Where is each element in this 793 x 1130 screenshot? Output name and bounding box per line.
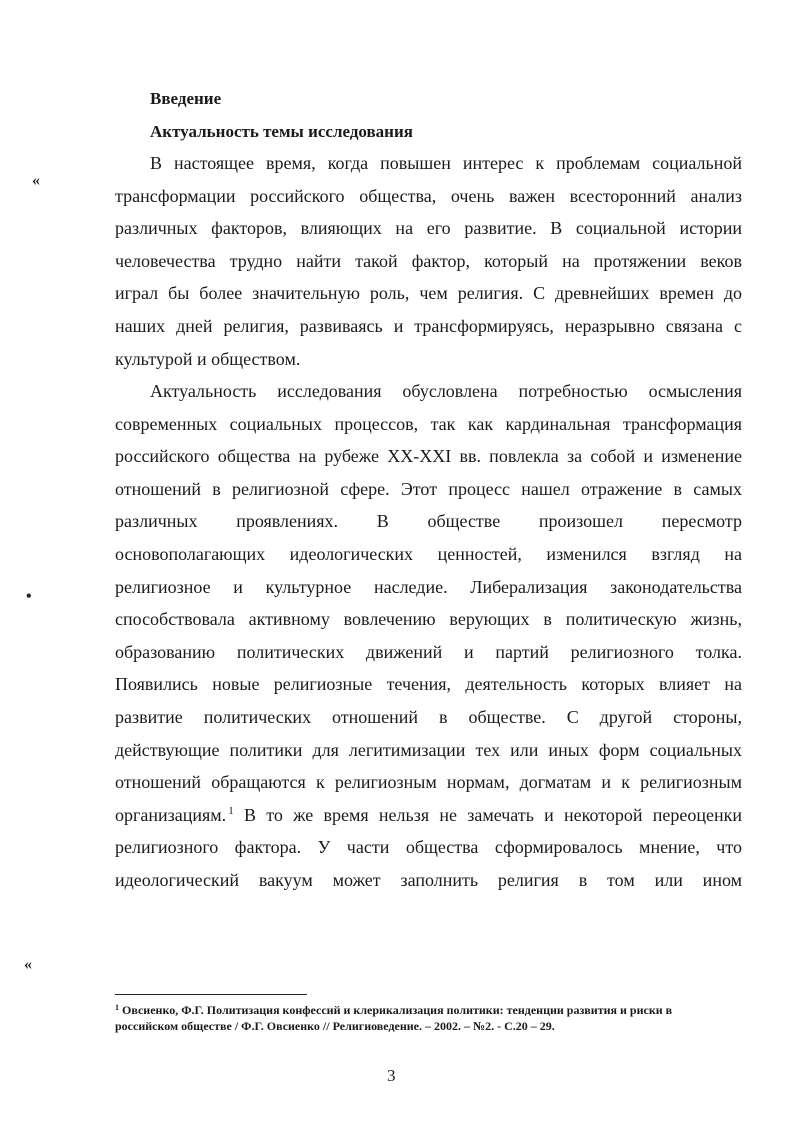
footnote-line: российском обществе / Ф.Г. Овсиенко // Религиоведение. – 2002. – №2. - С.20 – 29. bbox=[115, 1019, 555, 1033]
margin-mark: « bbox=[24, 956, 32, 973]
page-number: 3 bbox=[387, 1066, 396, 1085]
footnote-reference[interactable]: 1 bbox=[228, 804, 234, 817]
text-line: наших дней религия, развиваясь и трансформируясь, неразрывно связана с bbox=[115, 315, 742, 336]
text-line-with-footnote bbox=[115, 799, 742, 832]
section-subtitle: Актуальность темы исследования bbox=[150, 122, 413, 141]
text-line: В настоящее время, когда повышен интерес к проблемам социальной bbox=[150, 153, 742, 173]
text-line: образованию политических движений и партий религиозного толка. bbox=[115, 641, 742, 662]
paragraph-2 bbox=[115, 375, 742, 897]
text-line: человечества трудно найти такой фактор, который на протяжении веков bbox=[115, 250, 742, 271]
text-line: российского общества на рубеже XX-XXI вв. повлекла за собой и изменение bbox=[115, 446, 742, 467]
footnote bbox=[115, 1002, 745, 1034]
text-line: отношений в религиозной сфере. Этот процесс нашел отражение в самых bbox=[115, 478, 742, 499]
paragraph-1 bbox=[115, 147, 742, 375]
footnote-line bbox=[115, 1002, 745, 1018]
text-line: религиозное и культурное наследие. Либерализация законодательства bbox=[115, 576, 742, 597]
text-line: современных социальных процессов, так как кардинальная трансформация bbox=[115, 413, 742, 434]
text-line: идеологический вакуум может заполнить религия в том или ином bbox=[115, 869, 742, 890]
footnote-separator bbox=[115, 994, 307, 995]
text-line: трансформации российского общества, очень важен всесторонний анализ bbox=[115, 185, 742, 206]
text-segment: организациям. bbox=[115, 804, 227, 825]
text-line: Появились новые религиозные течения, деятельность которых влияет на bbox=[115, 674, 742, 695]
text-line: основополагающих идеологических ценностей, изменился взгляд на bbox=[115, 543, 742, 564]
text-line: различных проявлениях. В обществе произошел пересмотр bbox=[115, 511, 742, 532]
text-line: культурой и обществом. bbox=[115, 348, 301, 369]
text-segment: В то же время нельзя не замечать и некоторой переоценки bbox=[243, 804, 743, 825]
text-line: играл бы более значительную роль, чем религия. С древнейших времен до bbox=[115, 283, 742, 304]
footnote-marker: 1 bbox=[115, 1003, 119, 1012]
text-line: развитие политических отношений в обществе. С другой стороны, bbox=[115, 706, 742, 727]
margin-mark: « bbox=[32, 172, 40, 189]
margin-mark: • bbox=[26, 588, 32, 605]
text-line: Актуальность исследования обусловлена потребностью осмысления bbox=[150, 381, 742, 401]
text-line: действующие политики для легитимизации тех или иных форм социальных bbox=[115, 739, 742, 760]
section-title: Введение bbox=[150, 89, 222, 108]
text-line: религиозного фактора. У части общества сформировалось мнение, что bbox=[115, 837, 742, 858]
text-line: различных факторов, влияющих на его развитие. В социальной истории bbox=[115, 218, 742, 239]
text-line: способствовала активному вовлечению верующих в политическую жизнь, bbox=[115, 609, 742, 630]
footnote-text: Овсиенко, Ф.Г. Политизация конфессий и клерикализация политики: тенденции развития и риски в bbox=[122, 1003, 673, 1017]
text-line: отношений обращаются к религиозным нормам, догматам и к религиозным bbox=[115, 772, 742, 793]
